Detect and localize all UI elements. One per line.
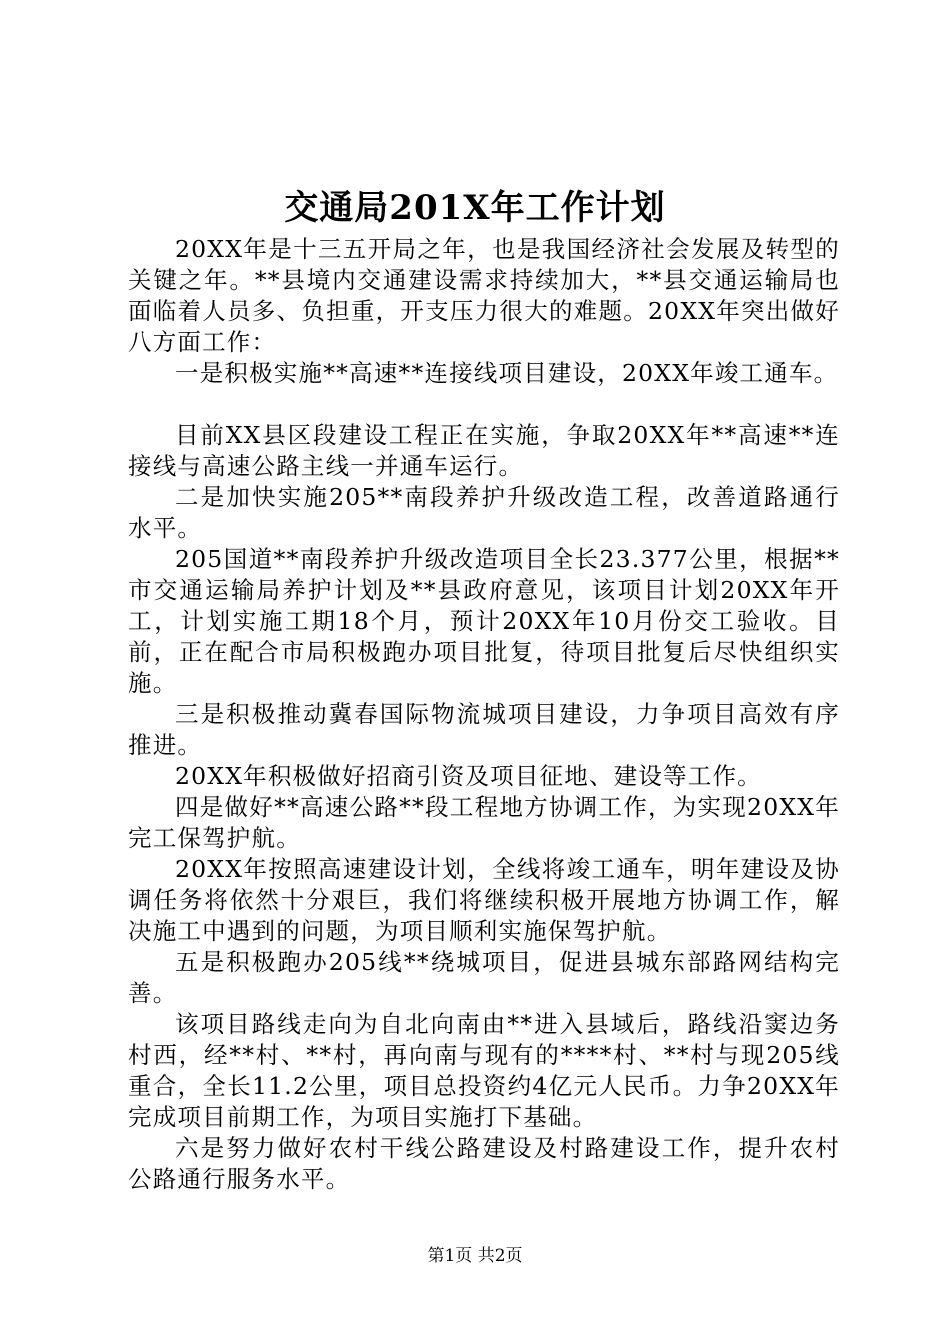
paragraph-item-3-detail: 20XX年积极做好招商引资及项目征地、建设等工作。: [175, 762, 762, 790]
paragraph-item-1-detail: 目前XX县区段建设工程正在实施，争取20XX年**高速**连接线与高速公路主线一并通车运行。: [128, 421, 840, 480]
paragraph-item-3-heading: 三是积极推动冀春国际物流城项目建设，力争项目高效有序推进。: [128, 700, 840, 759]
paragraph-item-5-heading: 五是积极跑办205线**绕城项目，促进县城东部路网结构完善。: [128, 948, 840, 1007]
document-title: 交通局201X年工作计划: [284, 188, 666, 228]
paragraph-item-2-detail: 205国道**南段养护升级改造项目全长23.377公里，根据**市交通运输局养护计划及**县政府意见，该项目计划20XX年开工，计划实施工期18个月，预计20XX年10月份交工验收。目前，正在配合市局积极跑办项目批复，待项目批复后尽快组织实施。: [128, 545, 840, 697]
page-number-footer: 第1页 共2页: [427, 1246, 523, 1266]
document-body: [128, 234, 840, 1195]
paragraph-item-4-heading: 四是做好**高速公路**段工程地方协调工作，为实现20XX年完工保驾护航。: [128, 793, 840, 852]
paragraph-item-5-detail: 该项目路线走向为自北向南由**进入县域后，路线沿窦边务村西，经**村、**村，再向南与现有的****村、**村与现205线重合，全长11.2公里，项目总投资约4亿元人民币。力争20XX年完成项目前期工作，为项目实施打下基础。: [128, 1010, 840, 1131]
paragraph-item-2-heading: 二是加快实施205**南段养护升级改造工程，改善道路通行水平。: [128, 483, 840, 542]
paragraph-item-4-detail: 20XX年按照高速建设计划，全线将竣工通车，明年建设及协调任务将依然十分艰巨，我们将继续积极开展地方协调工作，解决施工中遇到的问题，为项目顺利实施保驾护航。: [128, 855, 840, 945]
paragraph-item-6-heading: 六是努力做好农村干线公路建设及村路建设工作，提升农村公路通行服务水平。: [128, 1134, 840, 1193]
paragraph-intro: 20XX年是十三五开局之年，也是我国经济社会发展及转型的关键之年。**县境内交通建设需求持续加大，**县交通运输局也面临着人员多、负担重，开支压力很大的难题。20XX年突出做好八方面工作：: [128, 235, 840, 356]
paragraph-item-1-heading: 一是积极实施**高速**连接线项目建设，20XX年竣工通车。: [175, 359, 839, 387]
